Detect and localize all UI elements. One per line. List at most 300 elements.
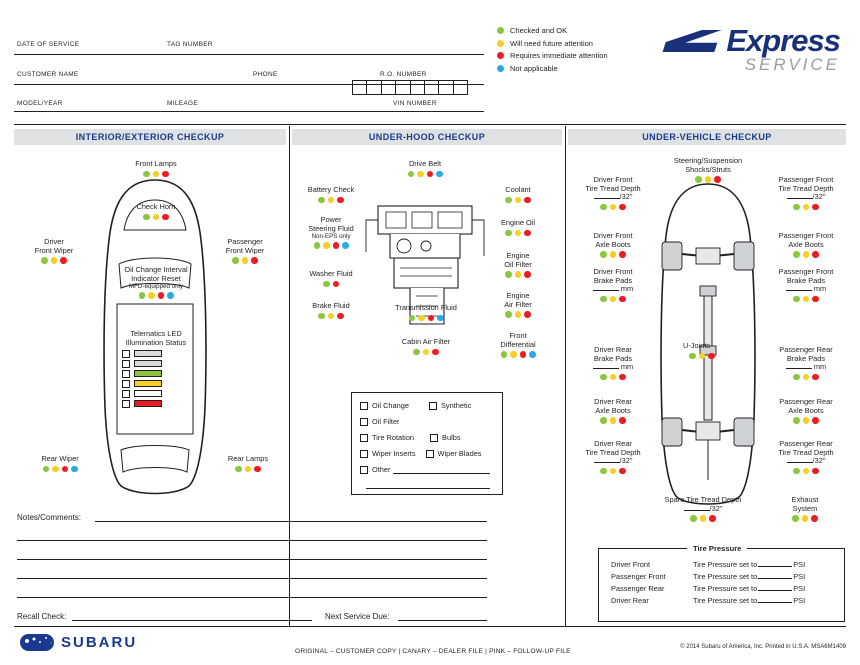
notes-line-2[interactable]	[17, 540, 487, 541]
dot-green[interactable]	[318, 313, 325, 320]
status-dots-u-joints[interactable]	[689, 353, 743, 360]
status-dots-passenger-rear-tread[interactable]	[765, 468, 847, 475]
label-driver-rear-pads-1: Driver Rear	[594, 345, 632, 354]
status-dots-drive-belt[interactable]	[380, 171, 470, 178]
dot-green[interactable]	[689, 353, 696, 360]
tire-pressure-panel[interactable]	[598, 544, 845, 622]
legend-label-ok: Checked and OK	[510, 26, 568, 35]
label-telematics-2: Illumination Status	[125, 337, 187, 347]
label-engine-oil: Engine Oil	[500, 218, 536, 227]
dot-yellow[interactable]	[245, 466, 252, 473]
field-driver-rear-pads[interactable]	[575, 363, 651, 372]
dot-yellow[interactable]	[803, 204, 810, 211]
tire-pressure-row-passenger-rear[interactable]	[611, 584, 844, 593]
dot-green[interactable]	[409, 315, 416, 322]
item-passenger-front-brake-pads	[765, 268, 847, 302]
pads-blank[interactable]	[593, 368, 619, 369]
field-passenger-front-tread[interactable]	[765, 193, 847, 202]
dot-red[interactable]	[812, 417, 819, 424]
checkbox-row-2[interactable]	[360, 417, 502, 426]
dot-yellow[interactable]	[700, 515, 707, 522]
dot-green[interactable]	[318, 197, 325, 204]
item-check-horn	[104, 203, 208, 220]
dot-red[interactable]	[158, 292, 165, 299]
dot-yellow[interactable]	[610, 468, 617, 475]
dot-yellow[interactable]	[328, 197, 335, 204]
dot-yellow[interactable]	[610, 204, 617, 211]
status-dots-passenger-rear-pads[interactable]	[765, 374, 847, 381]
tread-blank[interactable]	[594, 462, 620, 463]
led-row-4[interactable]	[122, 380, 162, 388]
item-rear-lamps	[212, 455, 284, 472]
status-dots-driver-front-pads[interactable]	[575, 296, 651, 303]
dot-green[interactable]	[143, 214, 150, 221]
dot-green[interactable]	[793, 374, 800, 381]
legend-label-future: Will need future attention	[510, 38, 593, 48]
dot-green[interactable]	[793, 204, 800, 211]
label-telematics-1: Telematics LED	[130, 329, 182, 338]
dot-yellow[interactable]	[153, 171, 160, 178]
dot-yellow[interactable]	[610, 417, 617, 424]
status-dots-coolant[interactable]	[482, 197, 554, 204]
label-mileage: MILEAGE	[167, 100, 198, 107]
dot-yellow[interactable]	[515, 197, 522, 204]
label-battery-check: Battery Check	[307, 185, 355, 194]
dot-red[interactable]	[714, 176, 721, 183]
label-vin-number: VIN NUMBER	[393, 100, 437, 107]
checkbox-tire-rotation[interactable]	[360, 434, 368, 442]
tread-unit: /32"	[812, 456, 826, 466]
tire-pressure-row-driver-front[interactable]	[611, 560, 844, 569]
pads-blank[interactable]	[786, 290, 812, 291]
dot-red[interactable]	[162, 171, 169, 178]
checkbox-row-4[interactable]	[360, 449, 502, 458]
dot-green[interactable]	[41, 257, 48, 264]
dot-red[interactable]	[254, 466, 261, 473]
dot-yellow[interactable]	[515, 311, 522, 318]
status-dots-driver-front-axle[interactable]	[575, 251, 651, 258]
status-dots-passenger-front-axle[interactable]	[765, 251, 847, 258]
checkbox-wiper-blades[interactable]	[426, 450, 434, 458]
dot-blue[interactable]	[167, 292, 174, 299]
dot-red[interactable]	[432, 349, 439, 356]
dot-red[interactable]	[619, 374, 626, 381]
status-dots-passenger-front-wiper[interactable]	[212, 257, 278, 264]
top-divider	[14, 124, 846, 125]
status-dots-rear-lamps[interactable]	[212, 466, 284, 473]
pads-blank[interactable]	[786, 368, 812, 369]
label-passenger-front-axle-1: Passenger Front	[778, 231, 834, 240]
dot-red[interactable]	[619, 251, 626, 258]
field-passenger-rear-pads[interactable]	[765, 363, 847, 372]
dot-green[interactable]	[793, 296, 800, 303]
label-customer-name: CUSTOMER NAME	[17, 71, 79, 78]
dot-blue[interactable]	[342, 242, 349, 249]
psi-input[interactable]	[758, 602, 792, 603]
dot-green[interactable]	[505, 197, 512, 204]
vin-cell[interactable]	[367, 80, 381, 95]
label-front-differential-1: Front	[509, 331, 527, 340]
label-passenger-rear-pads-1: Passenger Rear	[779, 345, 833, 354]
vin-cell[interactable]	[439, 80, 453, 95]
dot-green[interactable]	[600, 374, 607, 381]
express-service-logo	[660, 23, 840, 74]
dot-yellow[interactable]	[803, 468, 810, 475]
dot-green[interactable]	[408, 171, 415, 178]
label-passenger-rear-axle-2: Axle Boots	[788, 405, 824, 415]
vin-cell[interactable]	[382, 80, 396, 95]
dot-red[interactable]	[337, 313, 344, 320]
dot-yellow[interactable]	[803, 296, 810, 303]
checkbox-oil-change[interactable]	[360, 402, 368, 410]
item-washer-fluid	[295, 270, 367, 287]
led-row-2[interactable]	[122, 360, 162, 368]
pads-blank[interactable]	[593, 290, 619, 291]
legend-dot-green	[497, 27, 504, 34]
item-driver-front-brake-pads	[575, 268, 651, 302]
vin-cell[interactable]	[411, 80, 425, 95]
status-dots-oil-change-interval[interactable]	[100, 292, 212, 299]
dot-green[interactable]	[600, 251, 607, 258]
led-row-5[interactable]	[122, 390, 162, 398]
dot-green[interactable]	[600, 468, 607, 475]
led-checkbox[interactable]	[122, 350, 130, 358]
dot-green[interactable]	[505, 311, 512, 318]
vin-cell[interactable]	[454, 80, 468, 95]
label-driver-front-pads-2: Brake Pads	[593, 275, 633, 285]
checkbox-synthetic[interactable]	[429, 402, 437, 410]
dot-yellow[interactable]	[323, 242, 330, 249]
logo-service-text: SERVICE	[744, 55, 840, 74]
label-passenger-front-wiper-2: Front Wiper	[225, 245, 265, 255]
label-passenger-rear-axle-1: Passenger Rear	[779, 397, 833, 406]
tire-pressure-row-passenger-front[interactable]	[611, 572, 844, 581]
dot-blue[interactable]	[71, 466, 78, 473]
dot-yellow[interactable]	[610, 374, 617, 381]
vin-boxes[interactable]	[352, 80, 468, 95]
vin-cell[interactable]	[396, 80, 410, 95]
label-set-to: Tire Pressure set to	[693, 572, 758, 581]
dot-green[interactable]	[695, 176, 702, 183]
dot-red[interactable]	[811, 515, 818, 522]
label-oil-change: Oil Change	[372, 401, 409, 410]
led-checkbox[interactable]	[122, 370, 130, 378]
dot-red[interactable]	[524, 230, 531, 237]
dot-red[interactable]	[520, 351, 527, 358]
status-dots-engine-air-filter[interactable]	[482, 311, 554, 318]
service-checkbox-panel[interactable]	[351, 392, 503, 495]
dot-yellow[interactable]	[510, 351, 517, 358]
other-input-line-2[interactable]	[366, 481, 490, 489]
label-date-of-service: DATE OF SERVICE	[17, 41, 80, 48]
dot-red[interactable]	[524, 271, 531, 278]
status-dots-engine-oil[interactable]	[482, 230, 554, 237]
label-engine-oil-filter-1: Engine	[506, 251, 530, 260]
dot-red[interactable]	[251, 257, 258, 264]
notes-line-1[interactable]	[95, 521, 487, 522]
label-passenger-front-axle-2: Axle Boots	[788, 239, 824, 249]
status-dots-engine-oil-filter[interactable]	[482, 271, 554, 278]
dot-green[interactable]	[600, 204, 607, 211]
dot-red[interactable]	[812, 468, 819, 475]
dot-yellow[interactable]	[803, 251, 810, 258]
recall-check-line[interactable]	[72, 620, 312, 621]
status-dots-passenger-front-tread[interactable]	[765, 204, 847, 211]
status-dots-passenger-front-pads[interactable]	[765, 296, 847, 303]
item-coolant	[482, 186, 554, 203]
status-dots-driver-front-tread[interactable]	[575, 204, 651, 211]
status-dots-driver-front-wiper[interactable]	[24, 257, 84, 264]
dot-green[interactable]	[793, 417, 800, 424]
label-rear-lamps: Rear Lamps	[227, 454, 269, 463]
led-checkbox[interactable]	[122, 390, 130, 398]
telematics-led-list[interactable]	[122, 350, 162, 410]
vin-cell[interactable]	[352, 80, 367, 95]
dot-yellow[interactable]	[242, 257, 249, 264]
label-passenger-rear-tread-1: Passenger Rear	[779, 439, 833, 448]
status-dots-front-differential[interactable]	[482, 351, 554, 358]
label-steering-1: Steering/Suspension	[673, 156, 743, 165]
dot-green[interactable]	[600, 417, 607, 424]
notes-line-4[interactable]	[17, 578, 487, 579]
item-driver-rear-tread	[575, 440, 651, 474]
subaru-logo	[20, 634, 137, 651]
led-checkbox[interactable]	[122, 380, 130, 388]
item-driver-front-wiper	[24, 238, 84, 264]
legend	[497, 26, 647, 76]
dot-yellow[interactable]	[153, 214, 160, 221]
tread-unit: /32"	[812, 192, 826, 202]
item-driver-rear-brake-pads	[575, 346, 651, 380]
label-model-year: MODEL/YEAR	[17, 100, 63, 107]
status-dots-power-steering[interactable]	[295, 242, 367, 249]
label-driver-front-tread-1: Driver Front	[593, 175, 633, 184]
item-driver-front-axle-boots	[575, 232, 651, 258]
legend-item-immediate	[497, 51, 647, 60]
dot-red[interactable]	[62, 466, 69, 473]
dot-red[interactable]	[428, 315, 435, 322]
tread-blank[interactable]	[787, 198, 813, 199]
dot-red[interactable]	[337, 197, 344, 204]
psi-input[interactable]	[758, 566, 792, 567]
mm-unit: mm	[620, 284, 634, 294]
other-input-line[interactable]	[393, 466, 490, 474]
dot-green[interactable]	[323, 281, 330, 288]
dot-green[interactable]	[600, 296, 607, 303]
label-u-joints: U-Joints	[683, 341, 711, 350]
checkbox-row-6[interactable]	[360, 481, 502, 489]
dot-yellow[interactable]	[802, 515, 809, 522]
status-dots-driver-rear-pads[interactable]	[575, 374, 651, 381]
led-row-3[interactable]	[122, 370, 162, 378]
dot-red[interactable]	[60, 257, 67, 264]
label-driver-front-wiper-1: Driver	[44, 237, 64, 246]
dot-red[interactable]	[619, 417, 626, 424]
checkbox-row-5[interactable]	[360, 465, 502, 474]
status-dots-rear-wiper[interactable]	[24, 466, 96, 473]
field-model-rule[interactable]	[14, 111, 484, 112]
status-dots-transmission-fluid[interactable]	[380, 315, 472, 322]
status-dots-exhaust[interactable]	[772, 515, 838, 522]
dot-yellow[interactable]	[705, 176, 712, 183]
vin-cell[interactable]	[425, 80, 439, 95]
dot-green[interactable]	[793, 251, 800, 258]
dot-yellow[interactable]	[51, 257, 58, 264]
label-passenger-rear-tread-2: Tire Tread Depth	[778, 447, 834, 457]
checkbox-oil-filter[interactable]	[360, 418, 368, 426]
label-psi: PSI	[793, 572, 806, 581]
checkbox-wiper-inserts[interactable]	[360, 450, 368, 458]
status-dots-driver-rear-tread[interactable]	[575, 468, 651, 475]
dot-green[interactable]	[792, 515, 799, 522]
dot-green[interactable]	[793, 468, 800, 475]
label-phone: PHONE	[253, 71, 278, 78]
status-dots-brake-fluid[interactable]	[295, 313, 367, 320]
label-engine-air-filter-1: Engine	[506, 291, 530, 300]
dot-red[interactable]	[427, 171, 434, 178]
dot-red[interactable]	[524, 311, 531, 318]
item-engine-air-filter	[482, 292, 554, 318]
led-bar-grey	[134, 350, 162, 357]
dot-yellow[interactable]	[515, 230, 522, 237]
dot-green[interactable]	[501, 351, 508, 358]
dot-green[interactable]	[314, 242, 321, 249]
dot-red[interactable]	[333, 242, 340, 249]
led-bar-white	[134, 390, 162, 397]
dot-yellow[interactable]	[515, 271, 522, 278]
label-rear-wiper: Rear Wiper	[41, 454, 79, 463]
label-psi: PSI	[793, 596, 806, 605]
logo-express-text: Express	[726, 23, 840, 58]
dot-yellow[interactable]	[803, 374, 810, 381]
dot-yellow[interactable]	[417, 171, 424, 178]
item-front-lamps	[104, 160, 208, 177]
dot-red[interactable]	[524, 197, 531, 204]
psi-input[interactable]	[758, 590, 792, 591]
psi-input[interactable]	[758, 578, 792, 579]
status-dots-cabin-air-filter[interactable]	[380, 349, 472, 356]
dot-yellow[interactable]	[148, 292, 155, 299]
tread-blank[interactable]	[787, 462, 813, 463]
checkbox-bulbs[interactable]	[430, 434, 438, 442]
dot-red[interactable]	[812, 296, 819, 303]
tire-pressure-row-driver-rear[interactable]	[611, 596, 844, 605]
dot-green[interactable]	[413, 349, 420, 356]
field-spare-tread[interactable]	[640, 505, 766, 514]
dot-green[interactable]	[505, 271, 512, 278]
dot-green[interactable]	[43, 466, 50, 473]
led-checkbox[interactable]	[122, 400, 130, 408]
label-set-to: Tire Pressure set to	[693, 584, 758, 593]
dot-yellow[interactable]	[699, 353, 706, 360]
dot-yellow[interactable]	[423, 349, 430, 356]
dot-red[interactable]	[619, 296, 626, 303]
item-battery-check	[295, 186, 367, 203]
tread-blank[interactable]	[594, 198, 620, 199]
dot-yellow[interactable]	[610, 296, 617, 303]
label-set-to: Tire Pressure set to	[693, 560, 758, 569]
subaru-star-icon	[20, 634, 54, 651]
dot-yellow[interactable]	[803, 417, 810, 424]
led-row-6[interactable]	[122, 400, 162, 408]
dot-red[interactable]	[709, 515, 716, 522]
label-passenger-front: Passenger Front	[611, 572, 666, 581]
dot-red[interactable]	[812, 374, 819, 381]
dot-red[interactable]	[812, 204, 819, 211]
label-front-differential-2: Differential	[500, 339, 536, 349]
legend-label-na: Not applicable	[510, 63, 558, 73]
label-passenger-front-tread-1: Passenger Front	[778, 175, 834, 184]
label-bulbs: Bulbs	[442, 433, 461, 442]
dot-green[interactable]	[139, 292, 146, 299]
notes-line-3[interactable]	[17, 559, 487, 560]
dot-yellow[interactable]	[328, 313, 335, 320]
status-dots-steering[interactable]	[630, 176, 786, 183]
label-check-horn: Check Horn	[136, 202, 176, 211]
led-checkbox[interactable]	[122, 360, 130, 368]
dot-red[interactable]	[619, 204, 626, 211]
label-driver-rear-axle-1: Driver Rear	[594, 397, 632, 406]
dot-blue[interactable]	[529, 351, 536, 358]
dot-red[interactable]	[619, 468, 626, 475]
item-drive-belt	[380, 160, 470, 177]
status-dots-driver-rear-axle[interactable]	[575, 417, 651, 424]
label-driver-front: Driver Front	[611, 560, 651, 569]
dot-yellow[interactable]	[418, 315, 425, 322]
dot-green[interactable]	[505, 230, 512, 237]
dot-green[interactable]	[235, 466, 242, 473]
dot-green[interactable]	[232, 257, 239, 264]
field-driver-front-pads[interactable]	[575, 285, 651, 294]
label-power-steering-2: Steering Fluid	[308, 223, 354, 233]
field-driver-rear-tread[interactable]	[575, 457, 651, 466]
label-oil-filter: Oil Filter	[372, 417, 400, 426]
checkbox-row-3[interactable]	[360, 433, 502, 442]
status-dots-spare-tread[interactable]	[640, 515, 766, 522]
dot-red[interactable]	[162, 214, 169, 221]
status-dots-battery-check[interactable]	[295, 197, 367, 204]
checkbox-row-1[interactable]	[360, 401, 502, 410]
status-dots-washer-fluid[interactable]	[295, 281, 367, 288]
bottom-divider	[14, 626, 846, 627]
notes-line-5[interactable]	[17, 597, 487, 598]
field-passenger-front-pads[interactable]	[765, 285, 847, 294]
recall-check-label: Recall Check:	[17, 612, 67, 621]
label-psi: PSI	[793, 560, 806, 569]
led-row-1[interactable]	[122, 350, 162, 358]
dot-yellow[interactable]	[610, 251, 617, 258]
field-driver-front-tread[interactable]	[575, 193, 651, 202]
next-service-line[interactable]	[398, 620, 487, 621]
status-dots-check-horn[interactable]	[104, 214, 208, 221]
dot-blue[interactable]	[437, 315, 444, 322]
field-passenger-rear-tread[interactable]	[765, 457, 847, 466]
dot-green[interactable]	[143, 171, 150, 178]
dot-yellow[interactable]	[52, 466, 59, 473]
status-dots-passenger-rear-axle[interactable]	[765, 417, 847, 424]
dot-red[interactable]	[812, 251, 819, 258]
item-cabin-air-filter	[380, 338, 472, 355]
field-date-tag-rule[interactable]	[14, 54, 484, 55]
dot-blue[interactable]	[436, 171, 443, 178]
status-dots-front-lamps[interactable]	[104, 171, 208, 178]
dot-red[interactable]	[333, 281, 340, 288]
dot-red[interactable]	[708, 353, 715, 360]
tread-blank[interactable]	[684, 510, 710, 511]
label-passenger-front-pads-2: Brake Pads	[786, 275, 826, 285]
checkbox-other[interactable]	[360, 466, 368, 474]
dot-green[interactable]	[690, 515, 697, 522]
